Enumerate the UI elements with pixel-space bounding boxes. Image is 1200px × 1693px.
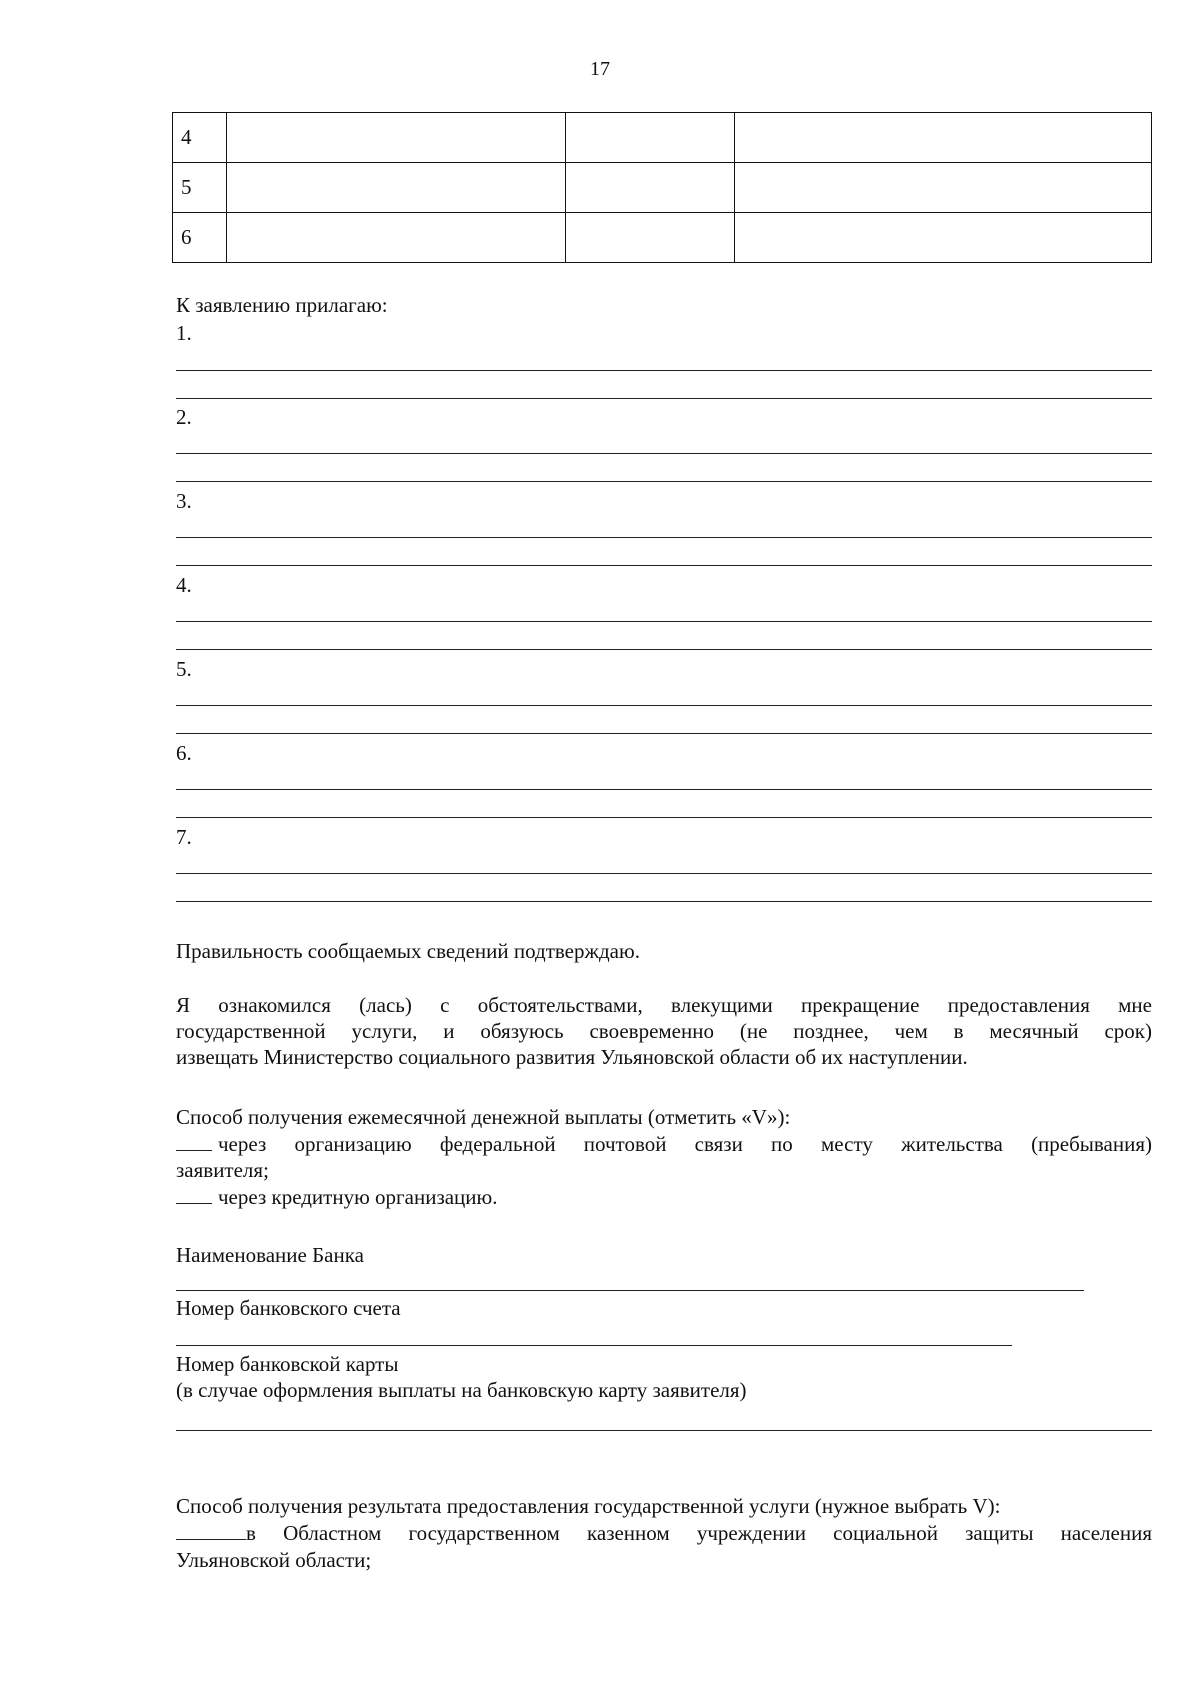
attachment-item-number: 1. — [176, 321, 192, 345]
option-text: в Областном государственном казенном учреждении социальной защиты населения — [246, 1521, 1152, 1545]
bank-name-line[interactable] — [176, 1290, 1084, 1291]
payment-option-credit — [176, 1184, 497, 1210]
option-text: через организацию федеральной почтовой связи по месту жительства (пребывания) — [218, 1132, 1152, 1156]
attachment-item-number: 5. — [176, 657, 192, 681]
attachment-item-number: 4. — [176, 573, 192, 597]
fill-in-line[interactable] — [176, 817, 1152, 818]
fill-in-line[interactable] — [176, 705, 1152, 706]
option-text: заявителя; — [176, 1158, 269, 1182]
confirmation-text: Правильность сообщаемых сведений подтверждаю. — [176, 939, 640, 963]
checkbox-blank[interactable] — [176, 1134, 212, 1151]
table-cell[interactable] — [227, 213, 566, 263]
paragraph-line: извещать Министерство социального развития Ульяновской области об их наступлении. — [176, 1045, 968, 1069]
fill-in-line[interactable] — [176, 901, 1152, 902]
bank-name-label: Наименование Банка — [176, 1243, 364, 1267]
fill-in-line[interactable] — [176, 370, 1152, 371]
acknowledgement-paragraph — [176, 992, 1152, 1070]
fill-in-line[interactable] — [176, 398, 1152, 399]
attachment-item-number: 6. — [176, 741, 192, 765]
fill-in-line[interactable] — [176, 565, 1152, 566]
bank-card-note: (в случае оформления выплаты на банковскую карту заявителя) — [176, 1378, 747, 1402]
attachment-item-number: 3. — [176, 489, 192, 513]
bank-card-label: Номер банковской карты — [176, 1352, 399, 1376]
attachment-item-number: 2. — [176, 405, 192, 429]
table-row — [173, 213, 1152, 263]
result-option-office — [176, 1520, 1152, 1546]
bank-account-label: Номер банковского счета — [176, 1296, 401, 1320]
attachments-heading: К заявлению прилагаю: — [176, 293, 388, 317]
table-row — [173, 113, 1152, 163]
paragraph-line: государственной услуги, и обязуюсь своевременно (не позднее, чем в месячный срок) — [176, 1019, 1152, 1043]
table-cell[interactable] — [735, 213, 1152, 263]
fill-in-line[interactable] — [176, 481, 1152, 482]
table-cell[interactable] — [227, 163, 566, 213]
table-cell[interactable] — [735, 163, 1152, 213]
documents-table — [172, 112, 1152, 263]
bank-card-line[interactable] — [176, 1430, 1152, 1431]
fill-in-line[interactable] — [176, 873, 1152, 874]
option-text: Ульяновской области; — [176, 1548, 372, 1572]
fill-in-line[interactable] — [176, 789, 1152, 790]
payment-option-postal — [176, 1131, 1152, 1157]
row-number: 5 — [173, 163, 227, 213]
fill-in-line[interactable] — [176, 537, 1152, 538]
table-cell[interactable] — [735, 113, 1152, 163]
page-number: 17 — [590, 58, 610, 80]
checkbox-blank[interactable] — [176, 1523, 246, 1540]
fill-in-line[interactable] — [176, 453, 1152, 454]
checkbox-blank[interactable] — [176, 1187, 212, 1204]
result-method-title: Способ получения результата предоставления государственной услуги (нужное выбрать V): — [176, 1494, 1001, 1518]
payment-method-title: Способ получения ежемесячной денежной выплаты (отметить «V»): — [176, 1105, 791, 1129]
fill-in-line[interactable] — [176, 621, 1152, 622]
table-cell[interactable] — [227, 113, 566, 163]
table-cell[interactable] — [566, 113, 735, 163]
fill-in-line[interactable] — [176, 649, 1152, 650]
option-text: через кредитную организацию. — [218, 1185, 498, 1209]
table-cell[interactable] — [566, 163, 735, 213]
fill-in-line[interactable] — [176, 733, 1152, 734]
table-row — [173, 163, 1152, 213]
row-number: 6 — [173, 213, 227, 263]
table-cell[interactable] — [566, 213, 735, 263]
row-number: 4 — [173, 113, 227, 163]
paragraph-line: Я ознакомился (лась) с обстоятельствами, влекущими прекращение предоставления мне — [176, 993, 1152, 1017]
bank-account-line[interactable] — [176, 1345, 1012, 1346]
attachment-item-number: 7. — [176, 825, 192, 849]
